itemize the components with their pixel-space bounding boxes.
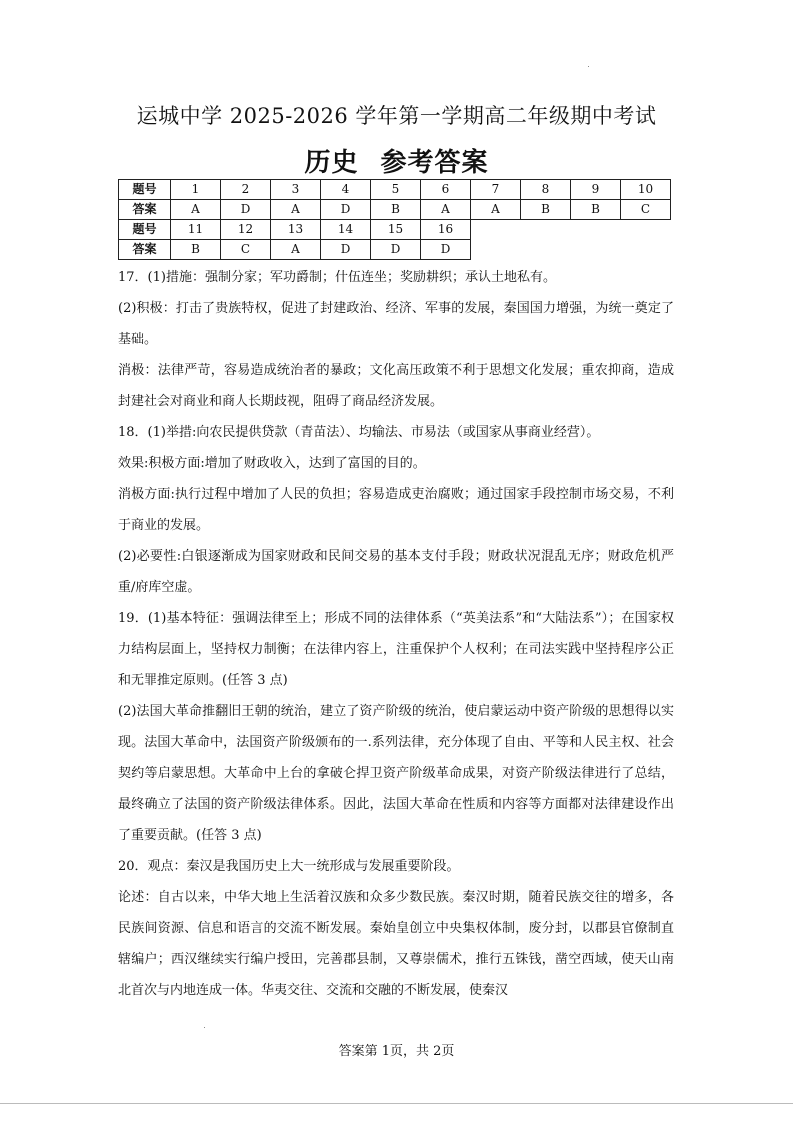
row-label: 答案 xyxy=(119,200,171,220)
empty-cell xyxy=(621,220,671,240)
q18-effect-negative: 消极方面:执行过程中增加了人民的负担；容易造成吏治腐败；通过国家手段控制市场交易，不利于商业的发展。 xyxy=(118,487,674,533)
question-number: 6 xyxy=(421,180,471,200)
answer-cell: B xyxy=(371,200,421,220)
question-number: 14 xyxy=(321,220,371,240)
page-footer: 答案第 1页，共 2页 xyxy=(338,1044,455,1059)
exam-title: 运城中学 2025-2026 学年第一学期高二年级期中考试 xyxy=(136,104,657,128)
question-number: 11 xyxy=(171,220,221,240)
answer-cell: C xyxy=(621,200,671,220)
question-number: 15 xyxy=(371,220,421,240)
row-label: 题号 xyxy=(119,180,171,200)
question-number: 9 xyxy=(571,180,621,200)
empty-cell xyxy=(471,240,521,260)
q20-argument: 论述：自古以来，中华大地上生活着汉族和众多少数民族。秦汉时期，随着民族交往的增多，各民族间资源、信息和语言的交流不断发展。秦始皇创立中央集权体制，废分封，以郡县官僚制直辖编户；西汉继续实行编户授田，完善郡县制，又尊崇儒术，推行五铢钱，凿空西域，使天山南北首次与内地连成一体。华夷交往、交流和交融的不断发展，使秦汉 xyxy=(118,890,674,998)
question-number: 16 xyxy=(421,220,471,240)
answer-cell: B xyxy=(521,200,571,220)
empty-cell xyxy=(521,220,571,240)
q18-part2: (2)必要性:白银逐渐成为国家财政和民间交易的基本支付手段；财政状况混乱无序；财政危机严重/府库空虚。 xyxy=(118,549,674,595)
question-number: 7 xyxy=(471,180,521,200)
answer-cell: A xyxy=(271,200,321,220)
scan-speck xyxy=(204,1027,205,1028)
question-number: 4 xyxy=(321,180,371,200)
q19-part2: (2)法国大革命推翻旧王朝的统治，建立了资产阶级的统治，使启蒙运动中资产阶级的思想得以实现。法国大革命中，法国资产阶级颁布的一.系列法律，充分体现了自由、平等和人民主权、社会契约等启蒙思想。大革命中上台的拿破仑捍卫资产阶级革命成果，对资产阶级法律进行了总结，最终确立了法国的资产阶级法律体系。因此，法国大革命在性质和内容等方面都对法律建设作出了重要贡献。(任答 3 点) xyxy=(118,704,674,843)
row-label: 答案 xyxy=(119,240,171,260)
subject-label: 历史 xyxy=(304,148,359,178)
q18-effect-positive: 效果:积极方面:增加了财政收入，达到了富国的目的。 xyxy=(118,456,426,471)
question-number: 13 xyxy=(271,220,321,240)
empty-cell xyxy=(571,240,621,260)
q17-part1: 17．(1)措施：强制分家；军功爵制；什伍连坐；奖励耕织；承认土地私有。 xyxy=(118,270,556,285)
table-row-numbers-2 xyxy=(119,220,671,240)
answer-cell: C xyxy=(221,240,271,260)
table-row-answers-1 xyxy=(119,200,671,220)
empty-cell xyxy=(621,240,671,260)
answer-body xyxy=(118,262,674,1006)
empty-cell xyxy=(571,220,621,240)
answer-cell: D xyxy=(321,240,371,260)
empty-cell xyxy=(471,220,521,240)
answer-cell: D xyxy=(421,240,471,260)
answer-table xyxy=(118,179,671,260)
q17-part2-positive: (2)积极：打击了贵族特权，促进了封建政治、经济、军事的发展，秦国国力增强，为统一奠定了基础。 xyxy=(118,301,674,347)
question-number: 10 xyxy=(621,180,671,200)
answer-cell: B xyxy=(571,200,621,220)
page-bottom-edge xyxy=(0,1103,793,1104)
question-number: 12 xyxy=(221,220,271,240)
answer-cell: A xyxy=(421,200,471,220)
row-label: 题号 xyxy=(119,220,171,240)
question-number: 8 xyxy=(521,180,571,200)
answer-cell: B xyxy=(171,240,221,260)
table-row-numbers-1 xyxy=(119,180,671,200)
answer-heading xyxy=(0,142,793,179)
answer-cell: A xyxy=(271,240,321,260)
answer-cell: A xyxy=(471,200,521,220)
q17-part2-negative: 消极：法律严苛，容易造成统治者的暴政；文化高压政策不利于思想文化发展；重农抑商，造成封建社会对商业和商人长期歧视，阻碍了商品经济发展。 xyxy=(118,363,674,409)
q19-part1: 19．(1)基本特征：强调法律至上；形成不同的法律体系（“英美法系”和“大陆法系”）；在国家权力结构层面上，坚持权力制衡；在法律内容上，注重保护个人权利；在司法实践中坚持程序公正和无罪推定原则。(任答 3 点) xyxy=(118,611,674,688)
answer-cell: A xyxy=(171,200,221,220)
empty-cell xyxy=(521,240,571,260)
subtitle-label: 参考答案 xyxy=(380,148,489,178)
scan-speck xyxy=(588,66,589,67)
question-number: 3 xyxy=(271,180,321,200)
table-row-answers-2 xyxy=(119,240,671,260)
answer-cell: D xyxy=(321,200,371,220)
question-number: 1 xyxy=(171,180,221,200)
q20-viewpoint: 20．观点：秦汉是我国历史上大一统形成与发展重要阶段。 xyxy=(118,859,460,874)
question-number: 2 xyxy=(221,180,271,200)
q18-part1-measures: 18．(1)举措:向农民提供贷款（青苗法）、均输法、市易法（或国家从事商业经营）。 xyxy=(118,425,600,440)
question-number: 5 xyxy=(371,180,421,200)
answer-cell: D xyxy=(221,200,271,220)
answer-cell: D xyxy=(371,240,421,260)
